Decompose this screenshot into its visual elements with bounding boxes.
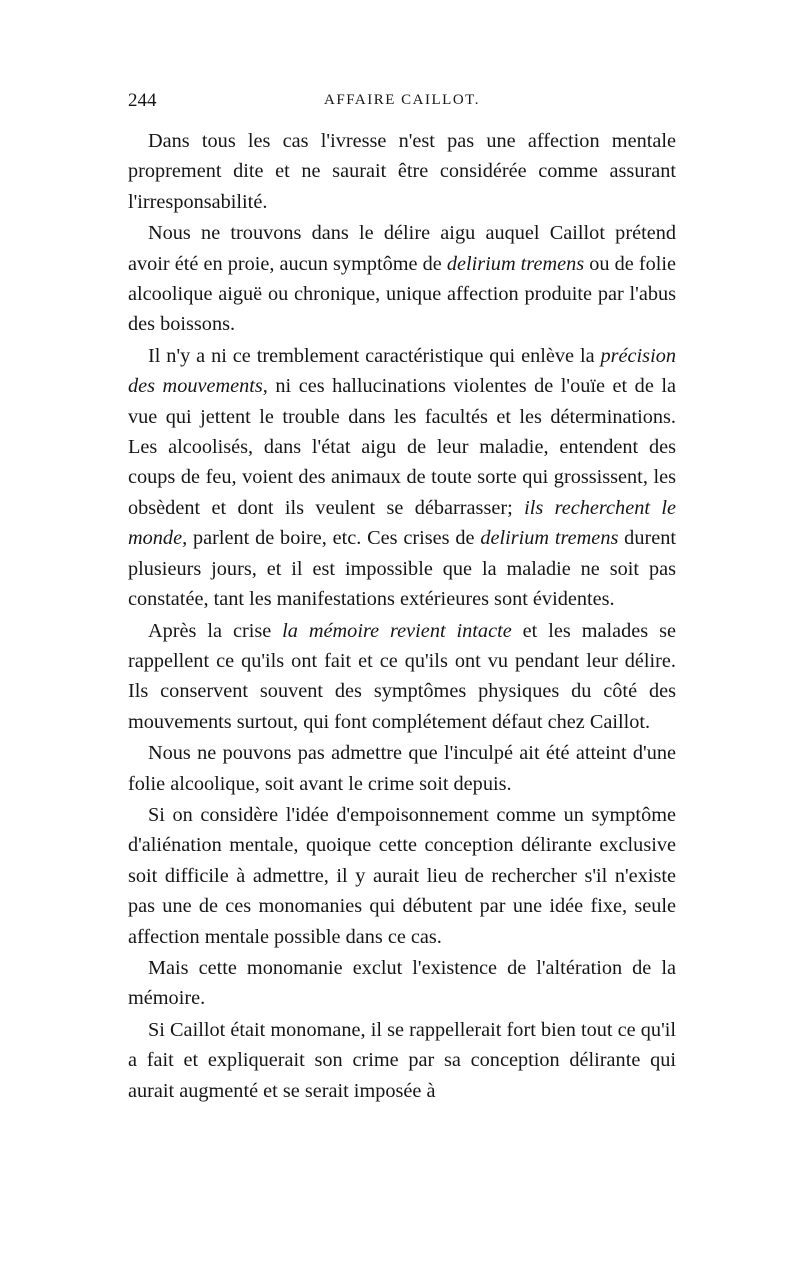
italic-run: la mémoire revient intacte [282, 619, 512, 642]
text-run: parlent de boire, etc. Ces crises de [187, 527, 481, 550]
text-run: Si Caillot était monomane, il se rappellerait fort bien tout ce qu'il a fait et expliquerait son crime par sa conception délirante qui aurait augmenté et se serait imposée à [128, 1018, 676, 1102]
running-title: AFFAIRE CAILLOT. [324, 92, 480, 108]
text-run: et les malades se rappellent ce qu'ils ont fait et ce qu'ils ont vu pendant leur délire. Ils conservent souvent des symptômes physiques du côté des mouvements surtout, qui font complétement défaut chez Caillot. [128, 619, 676, 733]
paragraph-3 [128, 341, 676, 615]
text-run: ni ces hallucinations violentes de l'ouïe et de la vue qui jettent le trouble dans les facultés et les déterminations. Les alcoolisés, dans l'état aigu de leur maladie, entendent des coups de feu, voient des animaux de toute sorte qui grossissent, les obsèdent et dont ils veulent se débarrasser; [128, 375, 676, 519]
paragraph-2 [128, 218, 676, 340]
italic-run: précision des mouvements, [128, 344, 676, 398]
page-header [128, 90, 676, 116]
text-run: durent plusieurs jours, et il est impossible que la maladie ne soit pas constatée, tant les manifestations extérieures sont évidentes. [128, 527, 676, 611]
text-run: Si on considère l'idée d'empoisonnement comme un symptôme d'aliénation mentale, quoique cette conception délirante exclusive soit difficile à admettre, il y aurait lieu de rechercher s'il n'existe pas une de ces monomanies qui débutent par une idée fixe, seule affection mentale possible dans ce cas. [128, 803, 676, 948]
text-run: Il n'y a ni ce tremblement caractéristique qui enlève la [148, 344, 601, 367]
text-run: ou de folie alcoolique aiguë ou chronique, unique affection produite par l'abus des boissons. [128, 252, 676, 336]
paragraph-4 [128, 616, 676, 738]
text-run: Dans tous les cas l'ivresse n'est pas une affection mentale proprement dite et ne saurait être considérée comme assurant l'irresponsabilité. [128, 130, 676, 213]
italic-run: delirium tremens [480, 527, 619, 550]
paragraph-6 [128, 800, 676, 952]
text-run: Nous ne trouvons dans le délire aigu auquel Caillot prétend avoir été en proie, aucun symptôme de [128, 222, 676, 275]
paragraph-7 [128, 953, 676, 1014]
paragraph-8 [128, 1015, 676, 1106]
italic-run: ils recherchent le monde, [128, 496, 676, 550]
italic-run: delirium tremens [446, 252, 585, 275]
paragraph-1 [128, 126, 676, 217]
text-run: Mais cette monomanie exclut l'existence de l'altération de la mémoire. [128, 956, 676, 1010]
page-body [128, 126, 676, 1106]
paragraph-5 [128, 738, 676, 799]
text-run: Nous ne pouvons pas admettre que l'inculpé ait été atteint d'une folie alcoolique, soit avant le crime soit depuis. [128, 742, 676, 795]
text-run: Après la crise [148, 619, 283, 642]
page-number: 244 [128, 90, 157, 111]
